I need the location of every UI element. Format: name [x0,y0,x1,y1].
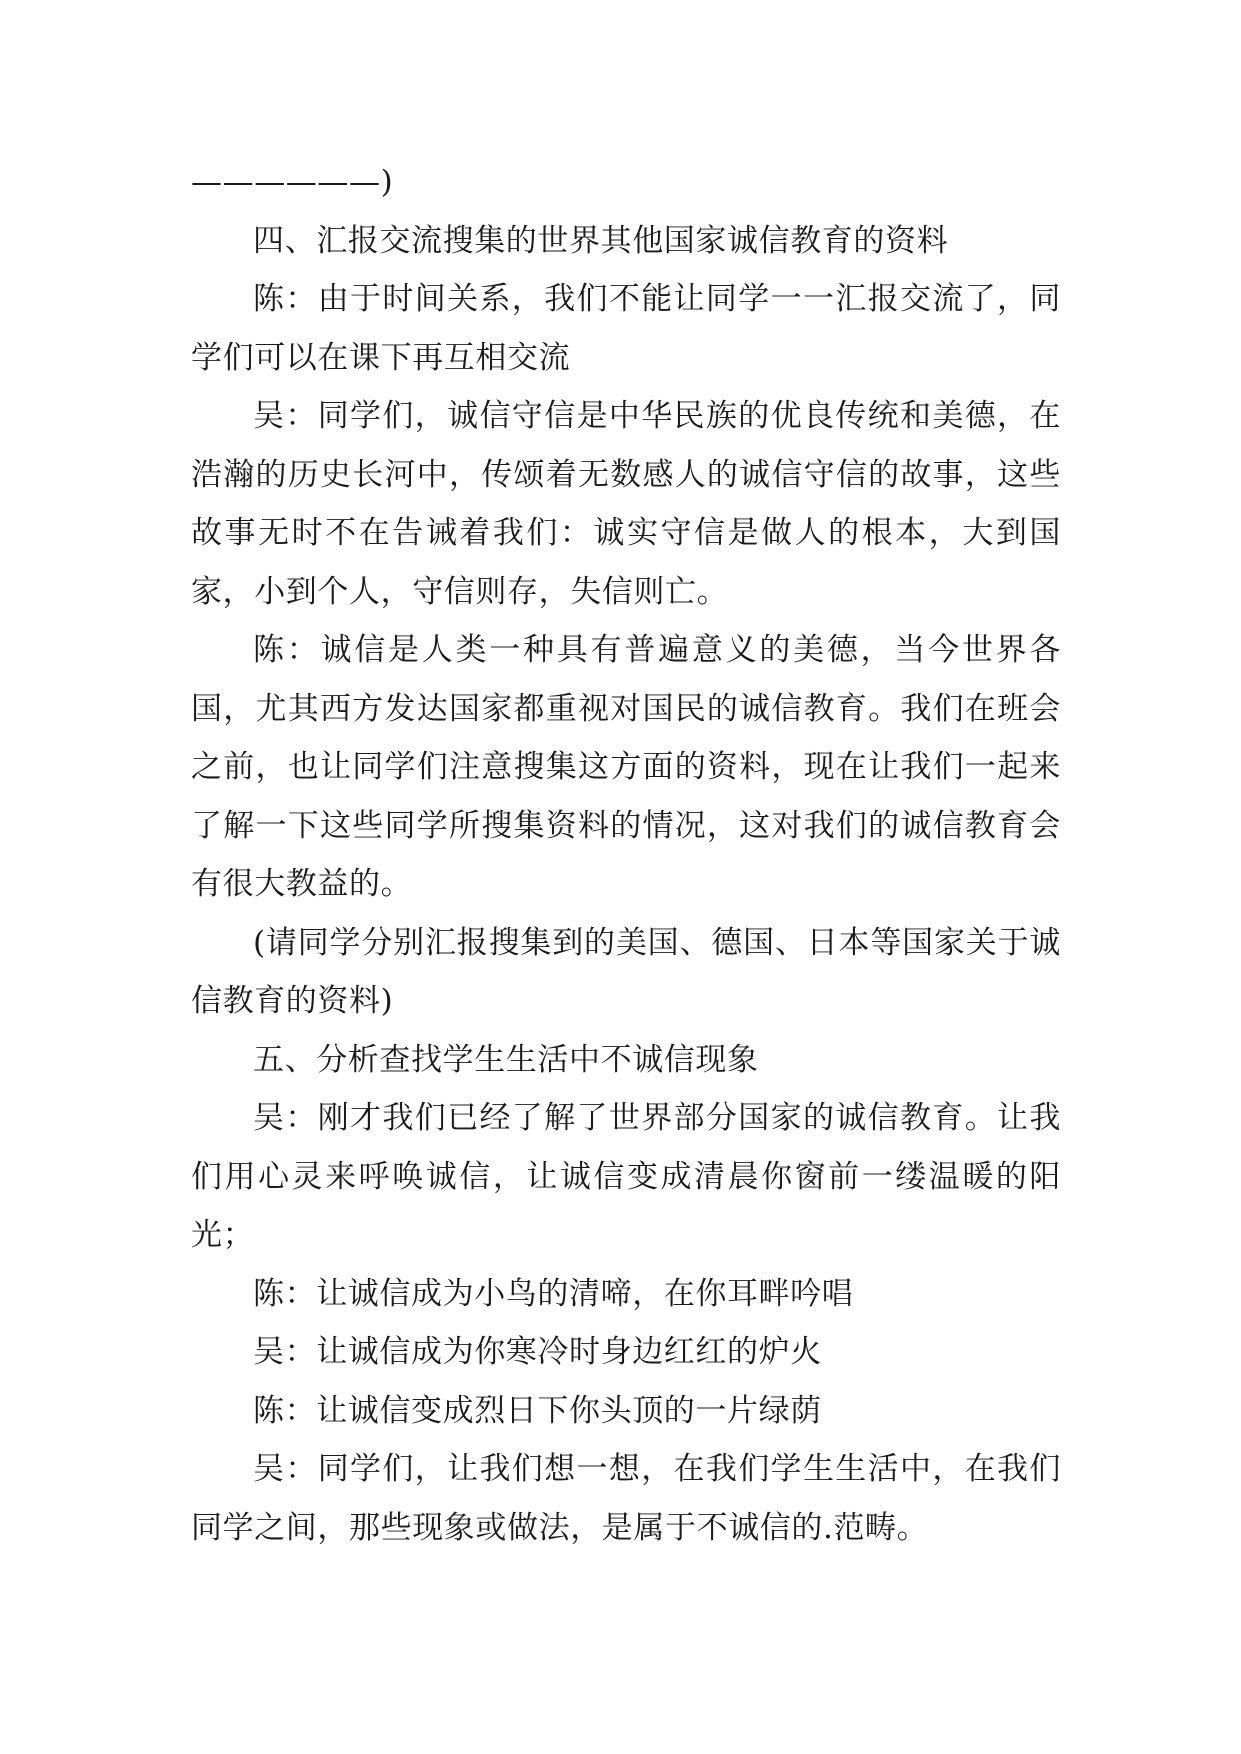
paragraph-chen-time: 陈：由于时间关系，我们不能让同学一一汇报交流了，同学们可以在课下再互相交流 [191,281,1061,376]
paragraph-wu-reflect: 吴：同学们，让我们想一想，在我们学生生活中，在我们同学之间，那些现象或做法，是属于不诚信的.范畴。 [191,1451,1061,1546]
paragraph-chen-shade: 陈：让诚信变成烈日下你头顶的一片绿荫 [253,1392,822,1429]
paragraph-wu-fire: 吴：让诚信成为你寒冷时身边红红的炉火 [253,1334,822,1370]
paragraph-continuation-dash: ——————) [191,164,394,200]
paragraph-section-five-heading: 五、分析查找学生生活中不诚信现象 [253,1041,759,1078]
paragraph-chen-virtue: 陈：诚信是人类一种具有普遍意义的美德，当今世界各国，尤其西方发达国家都重视对国民的诚信教育。我们在班会之前，也让同学们注意搜集这方面的资料，现在让我们一起来了解一下这些同学所搜集资料的情况，这对我们的诚信教育会有很大教益的。 [191,632,1061,902]
paragraph-chen-bird: 陈：让诚信成为小鸟的清啼，在你耳畔吟唱 [253,1275,854,1312]
paragraph-wu-tradition: 吴：同学们，诚信守信是中华民族的优良传统和美德，在浩瀚的历史长河中，传颂着无数感人的诚信守信的故事，这些故事无时不在告诫着我们：诚实守信是做人的根本，大到国家，小到个人，守信则存，失信则亡。 [191,398,1061,610]
paragraph-wu-sunlight: 吴：刚才我们已经了解了世界部分国家的诚信教育。让我们用心灵来呼唤诚信，让诚信变成清晨你窗前一缕温暖的阳光； [191,1100,1061,1253]
paragraph-section-four-heading: 四、汇报交流搜集的世界其他国家诚信教育的资料 [253,222,949,259]
document-body [191,153,1061,1557]
paragraph-report-note: (请同学分别汇报搜集到的美国、德国、日本等国家关于诚信教育的资料) [191,924,1061,1019]
